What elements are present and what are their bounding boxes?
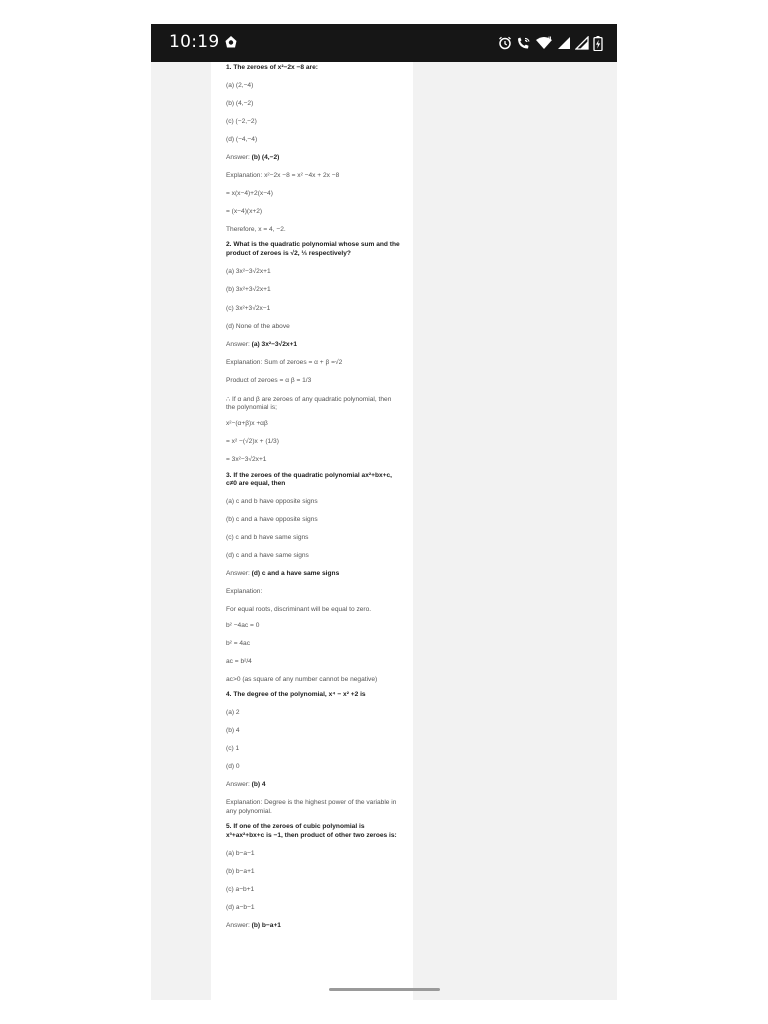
option-b: (b) (4,−2) <box>226 99 254 107</box>
option-a: (a) b−a−1 <box>226 850 255 857</box>
explanation-line: Explanation: <box>226 588 263 596</box>
explanation-line: Product of zeroes = α β = 1/3 <box>226 377 312 385</box>
option-c: (c) a−b+1 <box>226 885 255 893</box>
explanation-line: b² −4ac = 0 <box>226 621 260 629</box>
explanation-line: = 3x²−3√2x+1 <box>226 456 267 464</box>
explanation-line: x²−(α+β)x +αβ <box>226 419 268 427</box>
status-icons <box>498 34 603 52</box>
battery-charging-icon <box>593 36 603 51</box>
option-d: (d) c and a have same signs <box>226 552 309 560</box>
answer-value: (d) c and a have same signs <box>251 570 340 578</box>
option-a: (a) 2 <box>226 709 240 717</box>
question-title: 2. What is the quadratic polynomial whose sum and the product of zeroes is √2, ⅓ respectively? <box>226 241 400 258</box>
explanation-line: ac = b²/4 <box>226 657 252 665</box>
answer-value: (b) (4,−2) <box>251 153 280 161</box>
answer <box>226 922 402 931</box>
explanation-line: ∴ If α and β are zeroes of any quadratic polynomial, then the polynomial is; <box>226 395 392 412</box>
answer <box>226 341 402 350</box>
option-d: (d) a−b−1 <box>226 903 255 911</box>
explanation-line: b² = 4ac <box>226 639 251 647</box>
answer-value: (b) 4 <box>251 781 266 789</box>
option-d: (d) None of the above <box>226 322 290 330</box>
answer-prefix: Answer: <box>226 340 252 348</box>
notification-icon <box>224 35 238 49</box>
status-time: 10:19 <box>169 32 220 52</box>
question-title: 4. The degree of the polynomial, x⁴ − x² +2 is <box>226 691 366 699</box>
question-list <box>226 64 402 931</box>
gesture-nav-bar[interactable] <box>329 988 440 991</box>
answer-prefix: Answer: <box>226 921 252 929</box>
option-b: (b) c and a have opposite signs <box>226 516 318 524</box>
explanation-line: ac>0 (as square of any number cannot be negative) <box>226 675 378 683</box>
option-b: (b) 3x²+3√2x+1 <box>226 286 271 294</box>
answer <box>226 570 402 579</box>
answer-value: (b) b−a+1 <box>251 921 281 929</box>
document-page[interactable] <box>211 62 413 1000</box>
answer-prefix: Answer: <box>226 153 252 161</box>
explanation-line: = x(x−4)+2(x−4) <box>226 189 273 197</box>
question-title: 3. If the zeroes of the quadratic polynomial ax²+bx+c, c≠0 are equal, then <box>226 471 392 488</box>
explanation-line: For equal roots, discriminant will be equal to zero. <box>226 606 372 614</box>
option-d: (d) 0 <box>226 763 240 771</box>
option-c: (c) 3x²+3√2x−1 <box>226 304 271 312</box>
explanation-line: Therefore, x = 4, −2. <box>226 225 286 233</box>
option-b: (b) b−a+1 <box>226 867 255 875</box>
answer-value: (a) 3x²−3√2x+1 <box>251 340 298 348</box>
answer <box>226 781 402 790</box>
option-c: (c) 1 <box>226 745 240 753</box>
option-b: (b) 4 <box>226 727 240 735</box>
phone-screen <box>151 24 617 1000</box>
option-c: (c) (−2,−2) <box>226 117 257 125</box>
explanation-line: Explanation: x²−2x −8 = x² −4x + 2x −8 <box>226 171 340 179</box>
answer-prefix: Answer: <box>226 781 252 789</box>
signal-strength-2-icon <box>575 36 589 50</box>
alarm-icon <box>498 36 512 50</box>
wifi-icon <box>535 36 553 50</box>
option-c: (c) c and b have same signs <box>226 534 309 542</box>
status-bar <box>151 24 617 62</box>
explanation-line: Explanation: Sum of zeroes = α + β =√2 <box>226 359 343 367</box>
option-a: (a) 3x²−3√2x+1 <box>226 268 271 276</box>
wifi-calling-icon <box>516 36 531 50</box>
option-d: (d) (−4,−4) <box>226 135 258 143</box>
signal-strength-icon <box>557 36 571 50</box>
answer-prefix: Answer: <box>226 570 252 578</box>
question-title: 1. The zeroes of x²−2x −8 are: <box>226 64 318 71</box>
question-title: 5. If one of the zeroes of cubic polynomial is x³+ax²+bx+c is −1, then product of other two zeroes is: <box>226 823 397 840</box>
option-a: (a) (2,−4) <box>226 81 254 89</box>
explanation-line: = (x−4)(x+2) <box>226 207 263 215</box>
option-a: (a) c and b have opposite signs <box>226 498 318 506</box>
explanation-line: = x² −(√2)x + (1/3) <box>226 437 279 445</box>
explanation-line: Explanation: Degree is the highest power of the variable in any polynomial. <box>226 799 397 815</box>
answer <box>226 154 402 163</box>
